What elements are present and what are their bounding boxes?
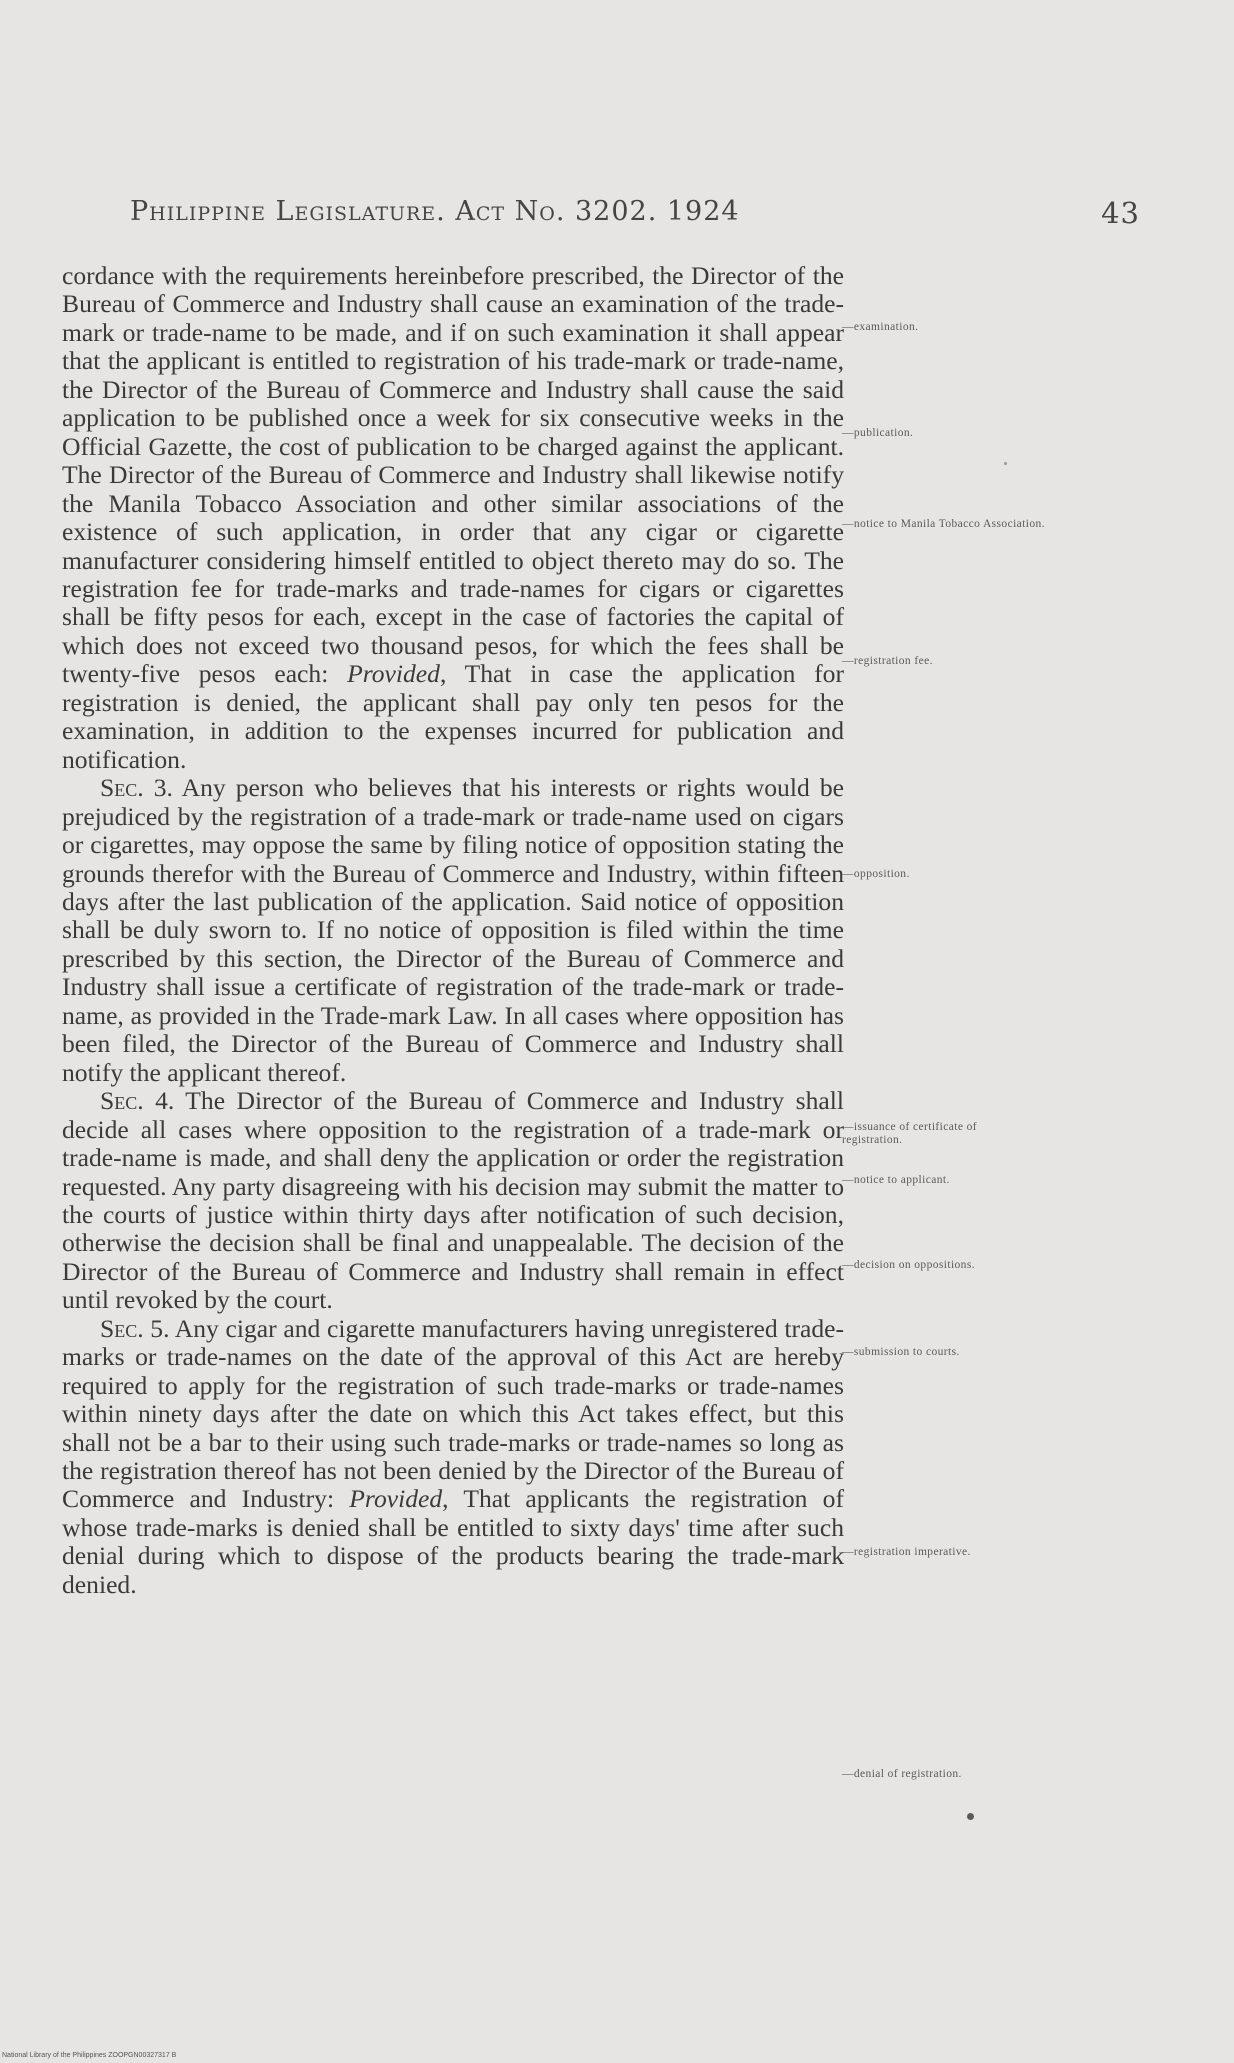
ink-speck: [967, 1813, 974, 1820]
margin-note-decision: —decision on oppositions.: [842, 1259, 975, 1271]
section-label: Sec. 4.: [100, 1086, 175, 1116]
ink-speck: [1004, 462, 1007, 465]
margin-note-publication: —publication.: [842, 427, 914, 439]
margin-note-certificate: —issuance of certificate of registration.: [842, 1121, 978, 1146]
paragraph-continuation: cordance with the requirements hereinbefore prescribed, the Director of the Bureau of Commerce and Industry shall cause an examination of the trade-mark or trade-name to be made, and if on such examination it shall appear that the applicant is entitled to registration of his trade-mark or trade-name, the Director of the Bureau of Commerce and Industry shall cause the said application to be published once a week for six consecutive weeks in the Official Gazette, the cost of publication to be charged against the applicant. The Director of the Bureau of Commerce and Industry shall likewise notify the Manila Tobacco Association and other similar associations of the existence of such application, in order that any cigar or cigarette manufacturer considering himself entitled to object thereto may do so. The registration fee for trade-marks and trade-names for cigars or cigarettes shall be fifty pesos for each, except in the case of factories the capital of which does not exceed two thousand pesos, for which the fees shall be twenty-five pesos each: Provided, That in case the application for registration is denied, the applicant shall pay only ten pesos for the examination, in addition to the expenses incurred for publication and notification.: [62, 261, 844, 774]
section-label: Sec. 5.: [100, 1313, 170, 1343]
header-title: Philippine Legislature. Act No. 3202. 1924: [130, 196, 740, 227]
margin-note-submission: —submission to courts.: [842, 1346, 960, 1358]
section-4: Sec. 4. The Director of the Bureau of Commerce and Industry shall decide all cases where opposition to the registration of a trade-mark or trade-name is made, and shall deny the application or order the registration requested. Any party disagreeing with his decision may submit the matter to the courts of justice within thirty days after notification of such decision, otherwise the decision shall be final and unappealable. The decision of the Director of the Bureau of Commerce and Industry shall remain in effect until revoked by the court.: [62, 1086, 844, 1315]
section-label: Sec. 3.: [100, 773, 173, 803]
body-text: [62, 262, 844, 1599]
scan-credit: National Library of the Philippines ZOOPGN00327317 B: [2, 2052, 177, 2059]
section-3: Sec. 3. Any person who believes that his interests or rights would be prejudiced by the registration of a trade-mark or trade-name used on cigars or cigarettes, may oppose the same by filing notice of opposition stating the grounds therefor with the Bureau of Commerce and Industry, within fifteen days after the last publication of the application. Said notice of opposition shall be duly sworn to. If no notice of opposition is filed within the time prescribed by this section, the Director of the Bureau of Commerce and Industry shall issue a certificate of registration of the trade-mark or trade-name, as provided in the Trade-mark Law. In all cases where opposition has been filed, the Director of the Bureau of Commerce and Industry shall notify the applicant thereof.: [62, 773, 844, 1087]
margin-note-imperative: —registration imperative.: [842, 1546, 971, 1558]
margin-note-denial: —denial of registration.: [842, 1768, 962, 1780]
margin-note-notice-applicant: —notice to applicant.: [842, 1174, 950, 1186]
margin-note-notice-tobacco: —notice to Manila Tobacco Association.: [842, 518, 1045, 530]
margin-note-opposition: —opposition.: [842, 868, 910, 880]
page-number: 43: [1101, 196, 1140, 230]
section-5: Sec. 5. Any cigar and cigarette manufacturers having unregistered trade-marks or trade-names on the date of the approval of this Act are hereby required to apply for the registration of such trade-marks or trade-names within ninety days after the date on which this Act takes effect, but this shall not be a bar to their using such trade-marks or trade-names so long as the registration thereof has not been denied by the Director of the Bureau of Commerce and Industry: Provided, That applicants the registration of whose trade-marks is denied shall be entitled to sixty days' time after such denial during which to dispose of the products bearing the trade-mark denied.: [62, 1313, 844, 1599]
margin-note-registration-fee: —registration fee.: [842, 655, 933, 667]
margin-note-examination: —examination.: [842, 321, 919, 333]
